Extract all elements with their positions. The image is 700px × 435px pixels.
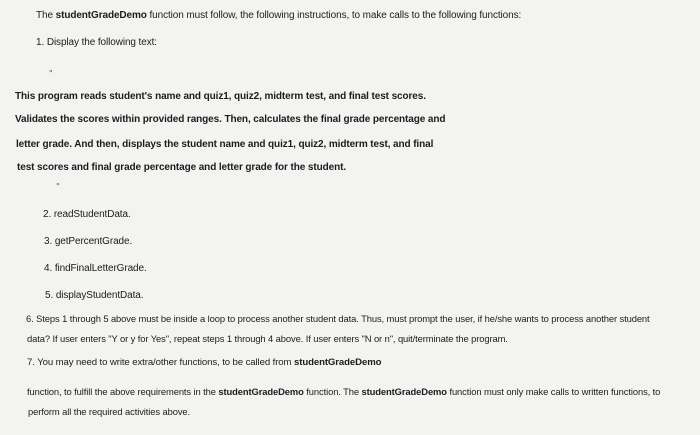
step-7-line-2-fn-1: studentGradeDemo bbox=[218, 386, 304, 397]
step-7-line-2 bbox=[27, 386, 660, 398]
step-5-label: 5. displayStudentData. bbox=[45, 290, 144, 301]
intro-line bbox=[36, 10, 521, 22]
close-quote: " bbox=[56, 182, 60, 191]
step-7-line-2-fn-2: studentGradeDemo bbox=[361, 386, 447, 397]
step-2-label: 2. readStudentData. bbox=[43, 209, 131, 220]
step-7-line-3: perform all the required activities above. bbox=[28, 406, 191, 417]
step-7-prefix: 7. You may need to write extra/other functions, to be called from bbox=[27, 357, 294, 368]
display-text-line-4: test scores and final grade percentage and letter grade for the student. bbox=[17, 162, 346, 173]
step-7-line-1 bbox=[27, 357, 381, 369]
intro-function-name: studentGradeDemo bbox=[55, 10, 147, 21]
step-7-function-name: studentGradeDemo bbox=[293, 357, 382, 368]
step-4-label: 4. findFinalLetterGrade. bbox=[44, 263, 147, 274]
step-7-line-2-c: function. The bbox=[303, 386, 362, 397]
step-6-line-1: 6. Steps 1 through 5 above must be inside a loop to process another student data. Thus, must prompt the user, if he/she wants to process another student bbox=[26, 313, 650, 324]
step-3-label: 3. getPercentGrade. bbox=[44, 236, 133, 247]
open-quote: " bbox=[49, 69, 53, 78]
intro-prefix: The bbox=[36, 10, 56, 21]
step-7-line-2-a: function, to fulfill the above requirements in the bbox=[27, 386, 219, 397]
intro-suffix: function must follow, the following instructions, to make calls to the following functions: bbox=[146, 10, 522, 21]
display-text-line-2: Validates the scores within provided ranges. Then, calculates the final grade percentage and bbox=[15, 114, 446, 125]
step-6-line-2: data? If user enters "Y or y for Yes", repeat steps 1 through 4 above. If user enters "N or n", quit/terminate the program. bbox=[27, 333, 508, 344]
step-7-line-2-e: function must only make calls to written functions, to bbox=[446, 386, 661, 397]
display-text-line-3: letter grade. And then, displays the student name and quiz1, quiz2, midterm test, and final bbox=[16, 139, 434, 150]
step-1-label: 1. Display the following text: bbox=[36, 37, 157, 48]
display-text-line-1: This program reads student's name and quiz1, quiz2, midterm test, and final test scores. bbox=[15, 91, 426, 102]
